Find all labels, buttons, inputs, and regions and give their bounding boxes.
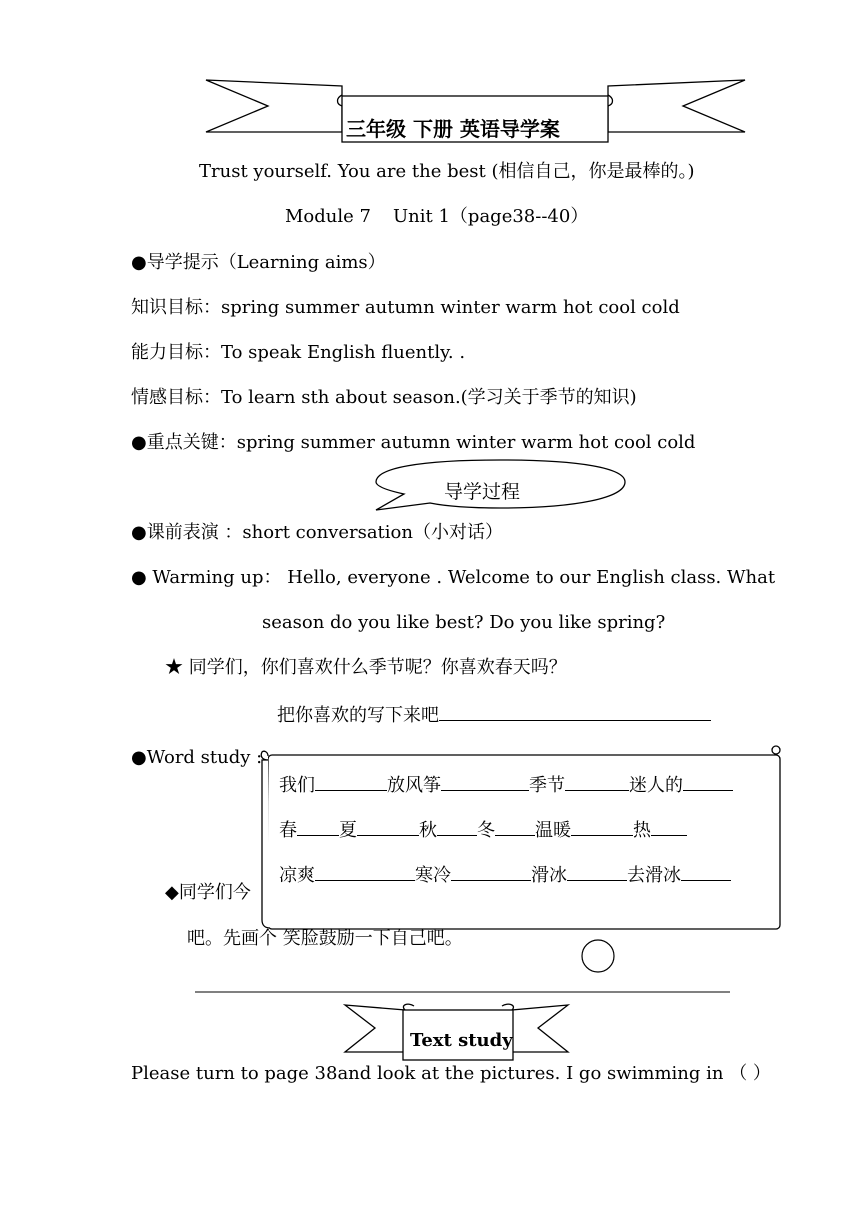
word-blank[interactable] <box>683 772 733 791</box>
word-blank[interactable] <box>315 862 415 881</box>
text-study-instruction: Please turn to page 38and look at the pictures. I go swimming in （ ） <box>131 1063 771 1084</box>
word-item: 我们 <box>279 775 315 796</box>
knowledge-aim: 知识目标：spring summer autumn winter warm hot cool cold <box>131 297 680 318</box>
warming-up-line2: season do you like best? Do you like spring? <box>262 612 666 633</box>
warming-up-line1: ● Warming up： Hello, everyone . Welcome to our English class. What <box>131 567 776 588</box>
word-item: 秋 <box>419 820 437 841</box>
word-item: 放风筝 <box>387 775 441 796</box>
word-row-1 <box>279 772 733 797</box>
preclass-performance: ●课前表演 ：short conversation（小对话） <box>131 522 503 543</box>
ability-aim: 能力目标：To speak English fluently. . <box>131 342 466 363</box>
word-item: 迷人的 <box>629 775 683 796</box>
text-study-label: Text study <box>410 1030 513 1051</box>
word-item: 去滑冰 <box>627 865 681 886</box>
word-blank[interactable] <box>437 817 477 836</box>
word-item: 春 <box>279 820 297 841</box>
word-item: 凉爽 <box>279 865 315 886</box>
write-blank[interactable] <box>439 702 711 721</box>
motto: Trust yourself. You are the best (相信自己，你是最棒的。) <box>199 161 695 182</box>
word-blank[interactable] <box>571 817 633 836</box>
word-item: 温暖 <box>535 820 571 841</box>
word-item: 夏 <box>339 820 357 841</box>
write-prompt-text: 把你喜欢的写下来吧 <box>277 705 439 726</box>
word-item: 热 <box>633 820 651 841</box>
key-points: ●重点关键：spring summer autumn winter warm hot cool cold <box>131 432 696 453</box>
word-study-label: ●Word study : <box>131 747 263 768</box>
banner-title: 三年级 下册 英语导学案 <box>346 117 560 141</box>
word-blank[interactable] <box>681 862 731 881</box>
word-blank[interactable] <box>441 772 529 791</box>
word-blank[interactable] <box>651 817 687 836</box>
bubble-label: 导学过程 <box>444 481 521 503</box>
emotion-aim: 情感目标：To learn sth about season.(学习关于季节的知识) <box>131 387 637 408</box>
word-blank[interactable] <box>297 817 339 836</box>
word-blank[interactable] <box>567 862 627 881</box>
word-item: 寒冷 <box>415 865 451 886</box>
smiley-circle <box>582 940 614 972</box>
diamond-instruction: ◆同学们今 <box>165 882 251 903</box>
unit-label: Unit 1（page38--40） <box>393 206 589 227</box>
word-blank[interactable] <box>315 772 387 791</box>
word-blank[interactable] <box>495 817 535 836</box>
encourage-text: 吧。先画个 笑脸鼓励一下自己吧。 <box>187 928 463 949</box>
module-label: Module 7 <box>285 206 371 227</box>
word-row-2 <box>279 817 687 842</box>
word-blank[interactable] <box>565 772 629 791</box>
word-item: 滑冰 <box>531 865 567 886</box>
word-item: 季节 <box>529 775 565 796</box>
word-blank[interactable] <box>357 817 419 836</box>
word-item: 冬 <box>477 820 495 841</box>
write-prompt <box>277 702 711 727</box>
aims-heading: ●导学提示（Learning aims） <box>131 252 386 273</box>
star-question: ★ 同学们，你们喜欢什么季节呢？你喜欢春天吗？ <box>165 657 567 678</box>
word-blank[interactable] <box>451 862 531 881</box>
word-row-3 <box>279 862 731 887</box>
